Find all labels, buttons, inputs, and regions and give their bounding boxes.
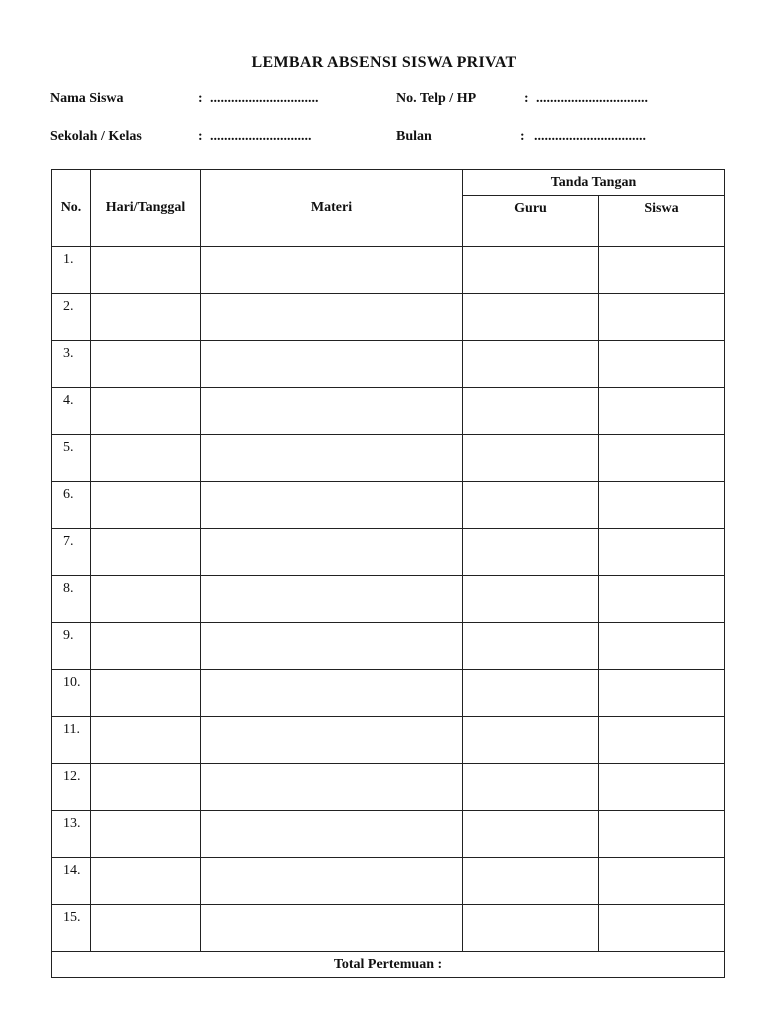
sekolah-kelas-colon: : (198, 129, 203, 144)
table-row (52, 435, 725, 482)
materi-cell[interactable] (201, 858, 463, 905)
materi-cell[interactable] (201, 341, 463, 388)
hari-tanggal-cell[interactable] (91, 670, 201, 717)
row-number: 5. (52, 435, 91, 482)
hari-tanggal-cell[interactable] (91, 905, 201, 952)
materi-cell[interactable] (201, 294, 463, 341)
guru-signature-cell[interactable] (463, 294, 599, 341)
table-row (52, 388, 725, 435)
guru-signature-cell[interactable] (463, 482, 599, 529)
siswa-signature-cell[interactable] (599, 717, 725, 764)
table-row (52, 623, 725, 670)
row-number: 4. (52, 388, 91, 435)
hari-tanggal-cell[interactable] (91, 529, 201, 576)
guru-signature-cell[interactable] (463, 670, 599, 717)
guru-signature-cell[interactable] (463, 858, 599, 905)
row-number: 15. (52, 905, 91, 952)
siswa-signature-cell[interactable] (599, 576, 725, 623)
row-number: 11. (52, 717, 91, 764)
row-number: 14. (52, 858, 91, 905)
siswa-signature-cell[interactable] (599, 858, 725, 905)
header-siswa: Siswa (599, 196, 725, 247)
siswa-signature-cell[interactable] (599, 482, 725, 529)
nama-siswa-label: Nama Siswa (50, 91, 124, 106)
no-telp-label: No. Telp / HP (396, 91, 477, 106)
siswa-signature-cell[interactable] (599, 905, 725, 952)
bulan-label: Bulan (396, 129, 432, 144)
no-telp-blank[interactable]: ................................ (536, 91, 648, 106)
sekolah-kelas-label: Sekolah / Kelas (50, 129, 142, 144)
guru-signature-cell[interactable] (463, 905, 599, 952)
guru-signature-cell[interactable] (463, 247, 599, 294)
materi-cell[interactable] (201, 811, 463, 858)
materi-cell[interactable] (201, 623, 463, 670)
row-number: 7. (52, 529, 91, 576)
guru-signature-cell[interactable] (463, 623, 599, 670)
guru-signature-cell[interactable] (463, 717, 599, 764)
row-number: 6. (52, 482, 91, 529)
table-row (52, 247, 725, 294)
table-row (52, 482, 725, 529)
table-row (52, 576, 725, 623)
row-number: 8. (52, 576, 91, 623)
hari-tanggal-cell[interactable] (91, 247, 201, 294)
document-title: LEMBAR ABSENSI SISWA PRIVAT (251, 54, 517, 71)
siswa-signature-cell[interactable] (599, 623, 725, 670)
guru-signature-cell[interactable] (463, 576, 599, 623)
hari-tanggal-cell[interactable] (91, 858, 201, 905)
row-number: 10. (52, 670, 91, 717)
guru-signature-cell[interactable] (463, 435, 599, 482)
materi-cell[interactable] (201, 482, 463, 529)
hari-tanggal-cell[interactable] (91, 482, 201, 529)
hari-tanggal-cell[interactable] (91, 717, 201, 764)
hari-tanggal-cell[interactable] (91, 435, 201, 482)
siswa-signature-cell[interactable] (599, 388, 725, 435)
table-row (52, 529, 725, 576)
guru-signature-cell[interactable] (463, 388, 599, 435)
materi-cell[interactable] (201, 576, 463, 623)
bulan-colon: : (520, 129, 525, 144)
hari-tanggal-cell[interactable] (91, 764, 201, 811)
header-tanda-tangan: Tanda Tangan (463, 170, 725, 196)
materi-cell[interactable] (201, 764, 463, 811)
header-materi: Materi (201, 170, 463, 247)
siswa-signature-cell[interactable] (599, 811, 725, 858)
siswa-signature-cell[interactable] (599, 670, 725, 717)
hari-tanggal-cell[interactable] (91, 576, 201, 623)
guru-signature-cell[interactable] (463, 811, 599, 858)
bulan-blank[interactable]: ................................ (534, 129, 646, 144)
table-row (52, 858, 725, 905)
header-no: No. (52, 170, 91, 247)
sekolah-kelas-blank[interactable]: ............................. (210, 129, 312, 144)
table-row (52, 764, 725, 811)
siswa-signature-cell[interactable] (599, 247, 725, 294)
materi-cell[interactable] (201, 717, 463, 764)
hari-tanggal-cell[interactable] (91, 341, 201, 388)
header-guru: Guru (463, 196, 599, 247)
table-row (52, 341, 725, 388)
table-row (52, 670, 725, 717)
row-number: 12. (52, 764, 91, 811)
hari-tanggal-cell[interactable] (91, 811, 201, 858)
row-number: 2. (52, 294, 91, 341)
guru-signature-cell[interactable] (463, 529, 599, 576)
materi-cell[interactable] (201, 247, 463, 294)
guru-signature-cell[interactable] (463, 764, 599, 811)
materi-cell[interactable] (201, 529, 463, 576)
siswa-signature-cell[interactable] (599, 435, 725, 482)
no-telp-colon: : (524, 91, 529, 106)
nama-siswa-colon: : (198, 91, 203, 106)
siswa-signature-cell[interactable] (599, 341, 725, 388)
table-row (52, 811, 725, 858)
hari-tanggal-cell[interactable] (91, 388, 201, 435)
table-row (52, 294, 725, 341)
row-number: 1. (52, 247, 91, 294)
materi-cell[interactable] (201, 388, 463, 435)
table-row (52, 717, 725, 764)
siswa-signature-cell[interactable] (599, 764, 725, 811)
hari-tanggal-cell[interactable] (91, 294, 201, 341)
attendance-table (51, 169, 725, 978)
nama-siswa-blank[interactable]: ............................... (210, 91, 319, 106)
row-number: 13. (52, 811, 91, 858)
siswa-signature-cell[interactable] (599, 529, 725, 576)
row-number: 3. (52, 341, 91, 388)
materi-cell[interactable] (201, 670, 463, 717)
siswa-signature-cell[interactable] (599, 294, 725, 341)
materi-cell[interactable] (201, 905, 463, 952)
header-hari-tanggal: Hari/Tanggal (91, 170, 201, 247)
hari-tanggal-cell[interactable] (91, 623, 201, 670)
materi-cell[interactable] (201, 435, 463, 482)
table-row (52, 905, 725, 952)
total-pertemuan: Total Pertemuan : (52, 952, 725, 978)
guru-signature-cell[interactable] (463, 341, 599, 388)
row-number: 9. (52, 623, 91, 670)
